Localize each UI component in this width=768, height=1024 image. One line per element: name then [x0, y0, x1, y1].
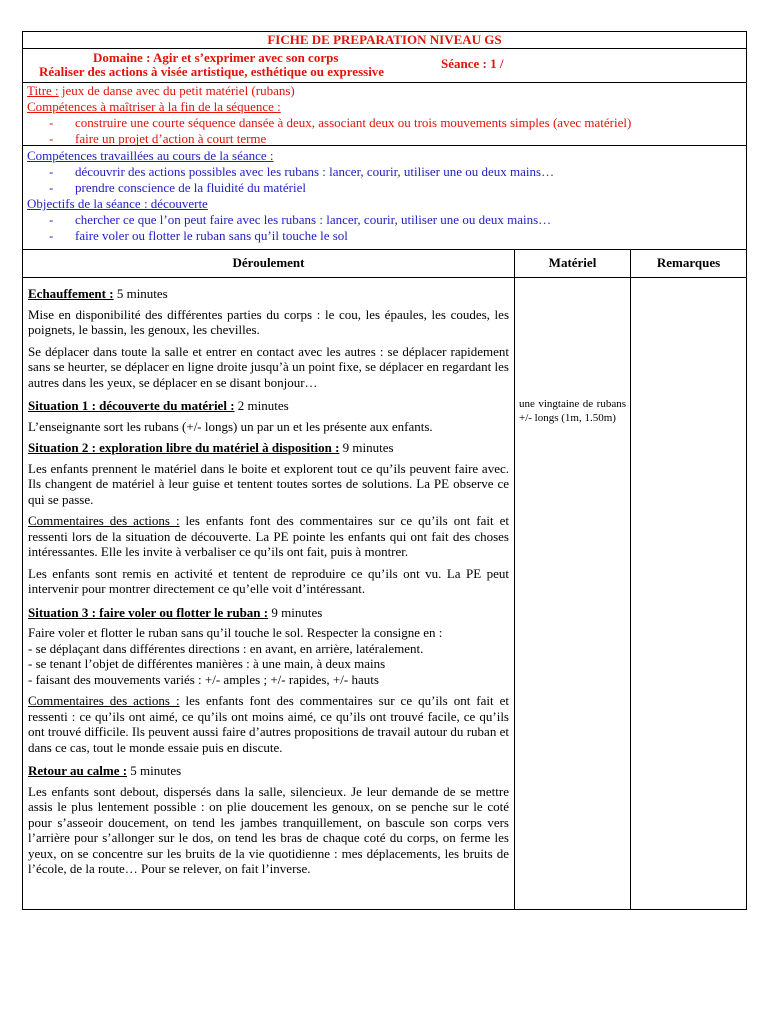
echauffement-time: 5 minutes — [113, 286, 168, 301]
situation-2-title: Situation 2 : exploration libre du matériel à disposition : — [28, 440, 340, 455]
situation-1-title: Situation 1 : découverte du matériel : — [28, 398, 235, 413]
list-item: - faire un projet d’action à court terme — [49, 131, 267, 146]
intro-section — [22, 82, 747, 145]
deroulement-table — [22, 249, 747, 910]
paragraph: Les enfants prennent le matériel dans le boite et explorent tout ce qu’ils peuvent faire avec. Ils changent de matériel à leur guise et tentent toutes sortes de solutions. La PE observe ce qui se passe. — [28, 460, 509, 507]
lesson-plan-sheet — [22, 31, 747, 910]
materiel-cell: une vingtaine de rubans +/- longs (1m, 1.50m) — [515, 278, 631, 909]
paragraph — [28, 513, 509, 560]
header-deroulement: Déroulement — [23, 250, 515, 277]
situation-3-time: 9 minutes — [268, 604, 323, 620]
comment-text: les enfants font des commentaires sur ce qu’ils ont fait et ressenti lors de la situation de découverte. La PE pointe les enfants qui ont fait des choses intéressantes. Elle les invite à verbaliser ce qu’ils ont fait, puis à montrer. — [28, 513, 509, 559]
list-item: - découvrir des actions possibles avec les rubans : lancer, courir, utiliser une ou deux mains… — [49, 164, 555, 179]
list-item: - faire voler ou flotter le ruban sans qu’il touche le sol — [49, 228, 348, 243]
list-item: - se déplaçant dans différentes directions : en avant, en arrière, latéralement. — [28, 640, 424, 656]
sheet-title: FICHE DE PREPARATION NIVEAU GS — [22, 31, 747, 48]
paragraph: Les enfants sont remis en activité et tentent de reproduire ce qu’ils ont vu. La PE peut intervenir pour montrer directement ce qu’elle voit d’intéressant. — [28, 565, 509, 596]
domaine-line-1: Domaine : Agir et s’exprimer avec son corps — [93, 50, 339, 65]
paragraph: L’enseignante sort les rubans (+/- longs) un par un et les présente aux enfants. — [28, 418, 433, 434]
seance-number: Séance : 1 / — [441, 56, 504, 71]
situation-3-title: Situation 3 : faire voler ou flotter le ruban : — [28, 604, 269, 620]
domaine-line-2: Réaliser des actions à visée artistique, esthétique ou expressive — [39, 64, 385, 79]
objectifs-label: Objectifs de la séance : découverte — [27, 196, 208, 211]
situation-2-time: 9 minutes — [339, 440, 394, 455]
domaine-block — [22, 48, 747, 82]
header-materiel: Matériel — [515, 250, 631, 277]
titre-line — [27, 83, 742, 99]
table-header-row — [23, 250, 746, 278]
titre-label: Titre : — [27, 83, 59, 98]
remarques-cell — [631, 278, 746, 909]
list-item: - prendre conscience de la fluidité du matériel — [49, 180, 307, 195]
header-remarques: Remarques — [656, 255, 721, 270]
paragraph: Les enfants sont debout, dispersés dans la salle, silencieux. Je leur demande de se mettre assis le plus lentement possible : on plie doucement les genoux, on se penche sur le coté pour s’asseoir doucement, on tend les jambes tranquillement, on bascule son corps vers l’arrière pour s’allonger sur le dos, on tend les bras de chaque coté du corps, on ferme les yeux, on se concentre sur les bruits de la vie quotidienne : mes déplacements, les bruits de l’école, de la route… Pour se relever, on fait l’inverse. — [28, 783, 509, 876]
paragraph: Faire voler et flotter le ruban sans qu’il touche le sol. Respecter la consigne en : — [28, 625, 443, 640]
competences-seance-label: Compétences travaillées au cours de la séance : — [27, 148, 274, 163]
paragraph — [28, 693, 509, 755]
echauffement-title: Echauffement : — [28, 286, 114, 301]
paragraph: Mise en disponibilité des différentes parties du corps : le cou, les épaules, les coudes, les poignets, le bassin, les genoux, les chevilles. — [28, 306, 509, 337]
paragraph: Se déplacer dans toute la salle et entrer en contact avec les autres : se déplacer rapidement sans se heurter, se déplacer en ligne droite jusqu’à un point fixe, se déplacer en regardant les autres dans les yeux, se déplacer en se disant bonjour… — [28, 343, 509, 390]
seance-section — [22, 145, 747, 249]
list-item: - construire une courte séquence dansée à deux, associant deux ou trois mouvements simples (avec matériel) — [49, 115, 632, 130]
comment-text: les enfants font des commentaires sur ce qu’ils ont fait et ressenti : ce qu’ils ont aimé, ce qu’ils ont moins aimé, ce qu’ils ont trouvé facile, ce qu’ils ont trouvé difficile. Ils peuvent aussi faire d’autres propositions de travail autour du ruban et dans ce cas, tout le monde essaie puis en discute. — [28, 693, 509, 755]
list-item: - chercher ce que l’on peut faire avec les rubans : lancer, courir, utiliser une ou deux mains… — [49, 212, 552, 227]
list-item: - faisant des mouvements variés : +/- amples ; +/- rapides, +/- hauts — [28, 671, 379, 687]
table-body-row — [23, 278, 746, 909]
titre-value: jeux de danse avec du petit matériel (rubans) — [58, 83, 295, 98]
deroulement-cell — [23, 278, 515, 909]
comment-label: Commentaires des actions : — [28, 693, 180, 708]
comment-label: Commentaires des actions : — [28, 513, 180, 528]
retour-calme-title: Retour au calme : — [28, 763, 128, 778]
situation-1-time: 2 minutes — [234, 398, 289, 413]
retour-calme-time: 5 minutes — [127, 763, 182, 778]
competences-sequence-label: Compétences à maîtriser à la fin de la séquence : — [27, 99, 281, 114]
list-item: - se tenant l’objet de différentes manières : à une main, à deux mains — [28, 656, 386, 671]
